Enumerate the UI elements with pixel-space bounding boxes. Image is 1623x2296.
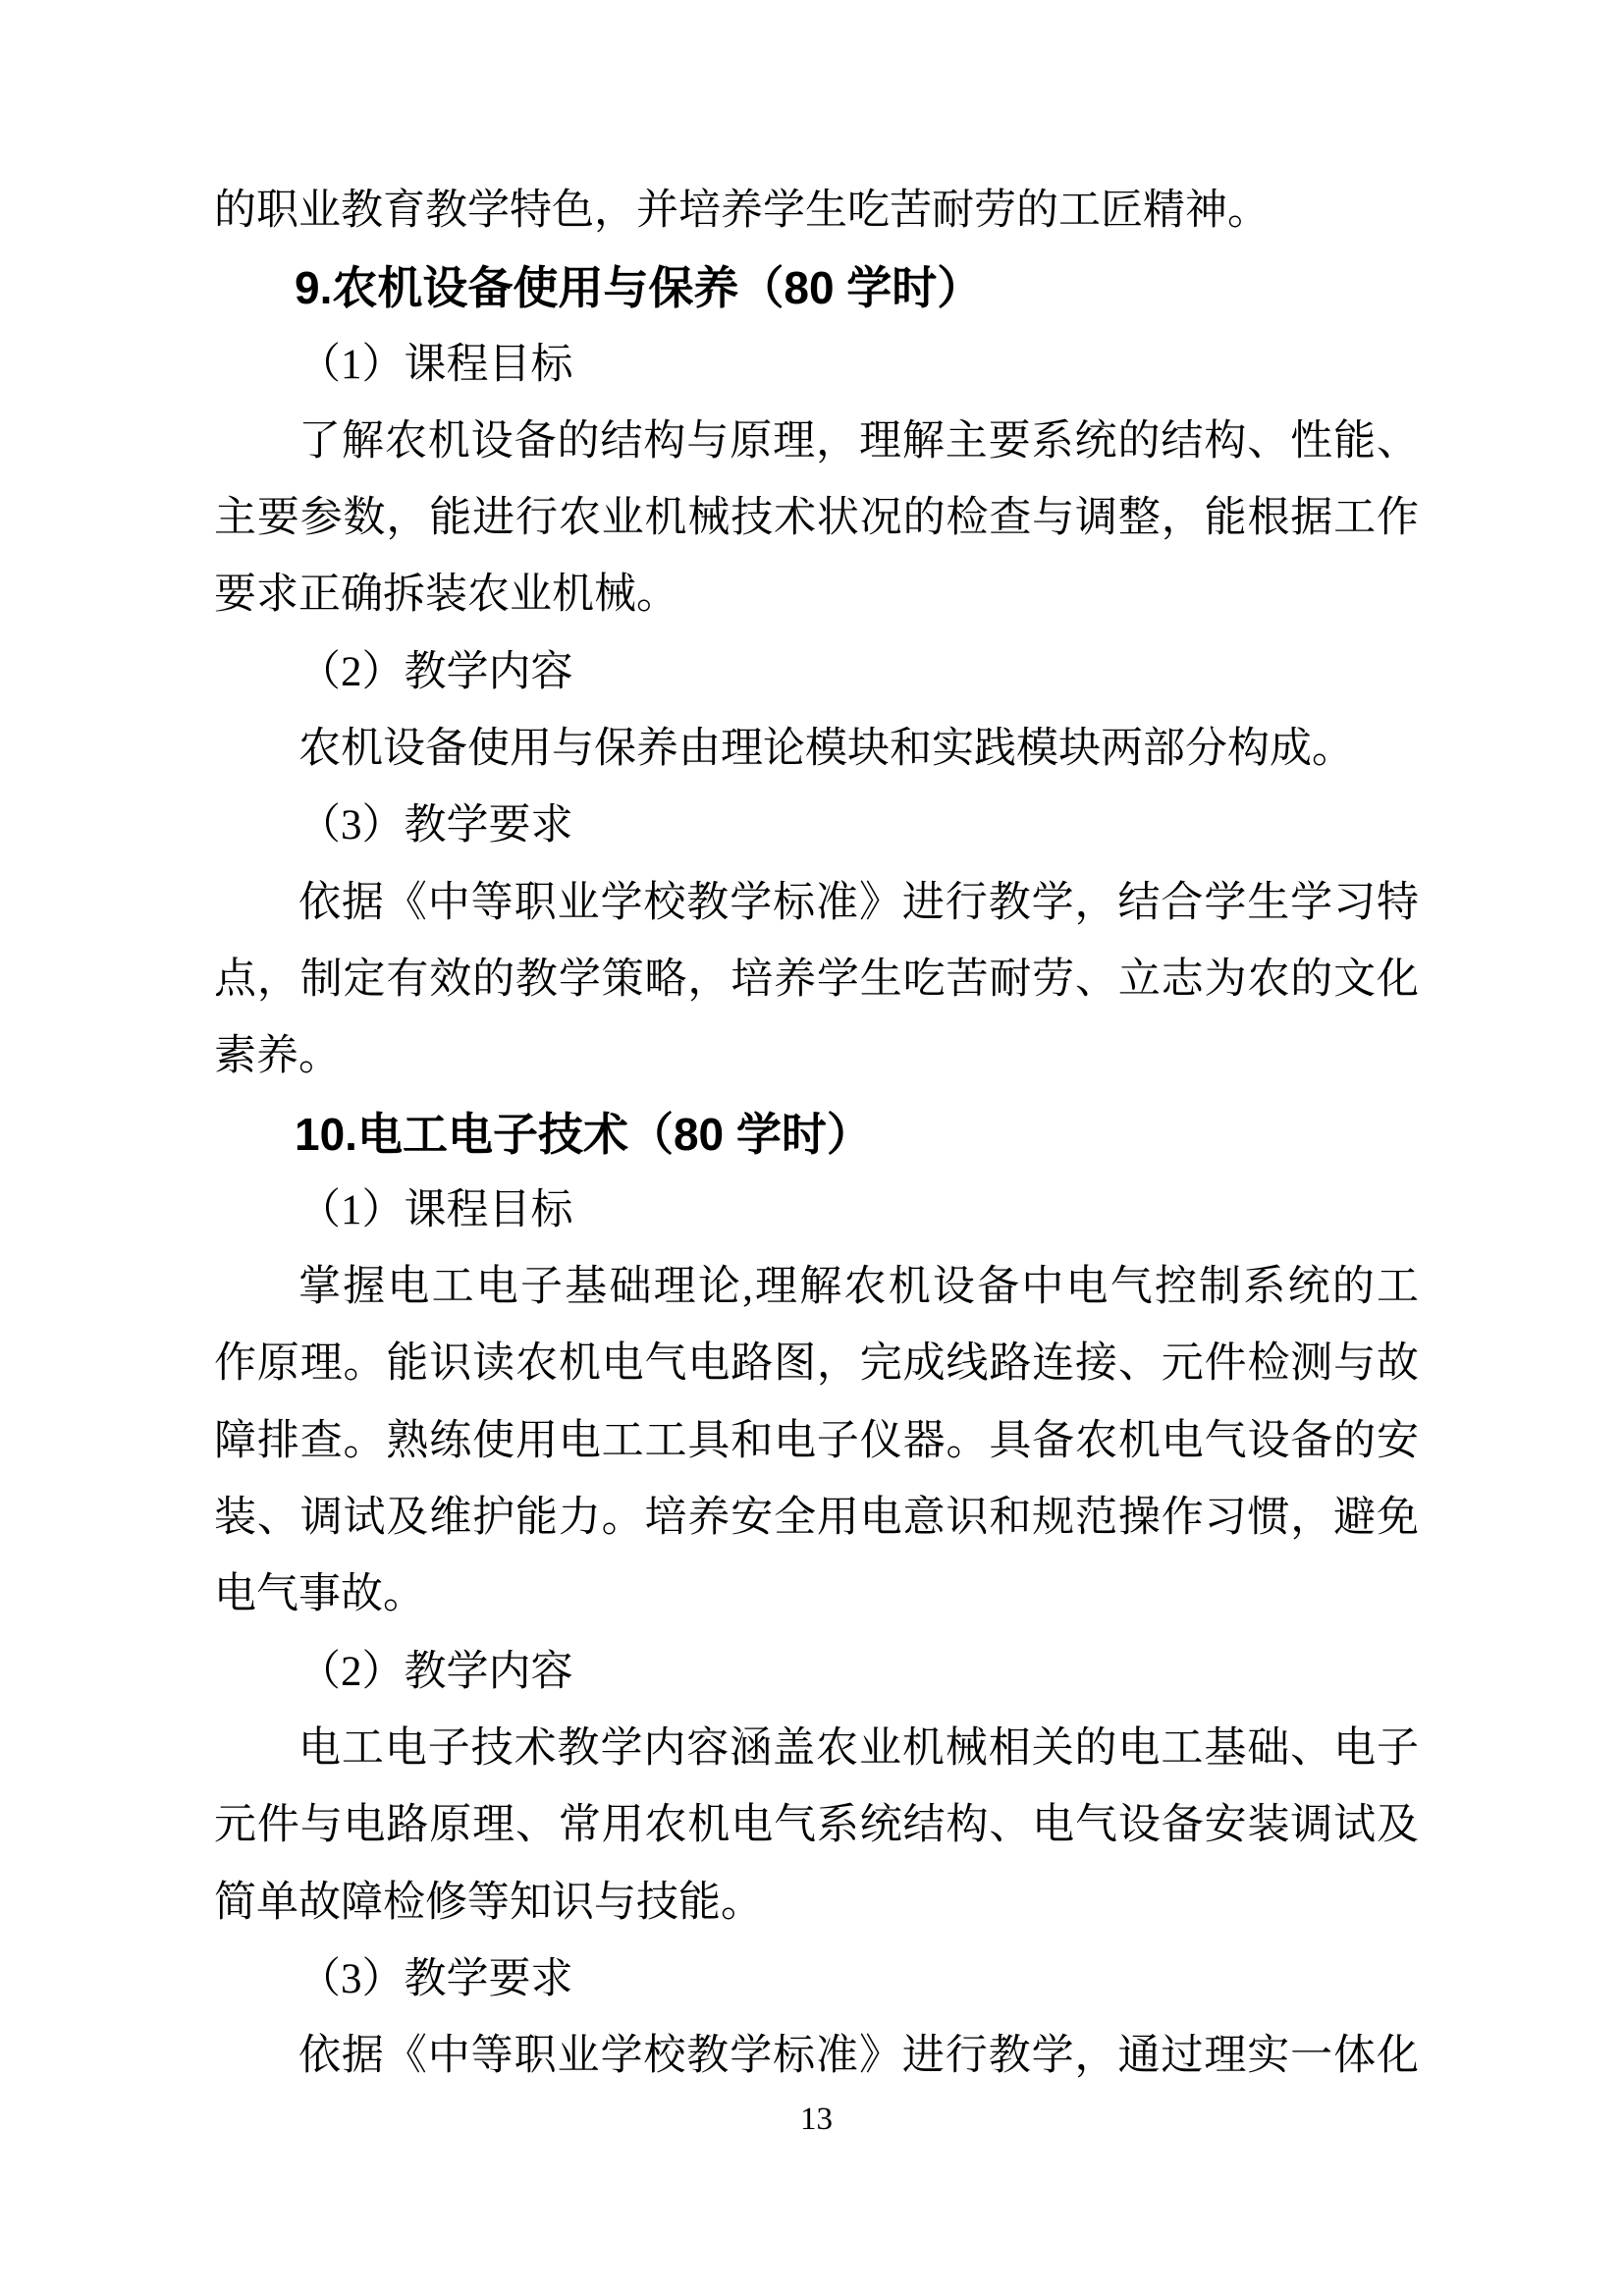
text-line: 元件与电路原理、常用农机电气系统结构、电气设备安装调试及: [214, 1802, 1419, 1849]
text-line: 简单故障检修等知识与技能。: [214, 1879, 763, 1926]
text-line: 要求正确拆装农业机械。: [214, 572, 678, 619]
text-line: 依据《中等职业学校教学标准》进行教学，通过理实一体化: [298, 2033, 1419, 2080]
text-line: 的职业教育教学特色，并培养学生吃苦耐劳的工匠精神。: [214, 188, 1270, 234]
sub-heading: （2）教学内容: [298, 648, 573, 695]
text-line: 了解农机设备的结构与原理，理解主要系统的结构、性能、: [298, 417, 1419, 465]
text-line: 电气事故。: [214, 1571, 425, 1618]
text-line: 装、调试及维护能力。培养安全用电意识和规范操作习惯，避免: [214, 1495, 1419, 1542]
text-line: 依据《中等职业学校教学标准》进行教学，结合学生学习特: [298, 879, 1419, 926]
text-line: 点，制定有效的教学策略，培养学生吃苦耐劳、立志为农的文化: [214, 956, 1419, 1003]
sub-heading: （2）教学内容: [298, 1648, 573, 1695]
sub-heading: （1）课程目标: [298, 341, 573, 388]
text-line: 素养。: [214, 1033, 341, 1080]
text-line: 障排查。熟练使用电工工具和电子仪器。具备农机电气设备的安: [214, 1417, 1419, 1464]
sub-heading: （3）教学要求: [298, 802, 573, 849]
sub-heading: （3）教学要求: [298, 1955, 573, 2002]
sub-heading: （1）课程目标: [298, 1186, 573, 1233]
text-line: 电工电子技术教学内容涵盖农业机械相关的电工基础、电子: [298, 1724, 1419, 1772]
text-line: 农机设备使用与保养由理论模块和实践模块两部分构成。: [298, 726, 1354, 773]
course-heading: 9.农机设备使用与保养（80 学时）: [295, 262, 983, 314]
page-number: 13: [800, 2102, 833, 2137]
course-heading: 10.电工电子技术（80 学时）: [295, 1108, 872, 1160]
text-line: 主要参数，能进行农业机械技术状况的检查与调整，能根据工作: [214, 495, 1419, 542]
text-line: 作原理。能识读农机电气电路图，完成线路连接、元件检测与故: [214, 1340, 1419, 1388]
document-body: [214, 173, 1419, 2095]
text-line: 掌握电工电子基础理论,理解农机设备中电气控制系统的工: [298, 1264, 1419, 1311]
